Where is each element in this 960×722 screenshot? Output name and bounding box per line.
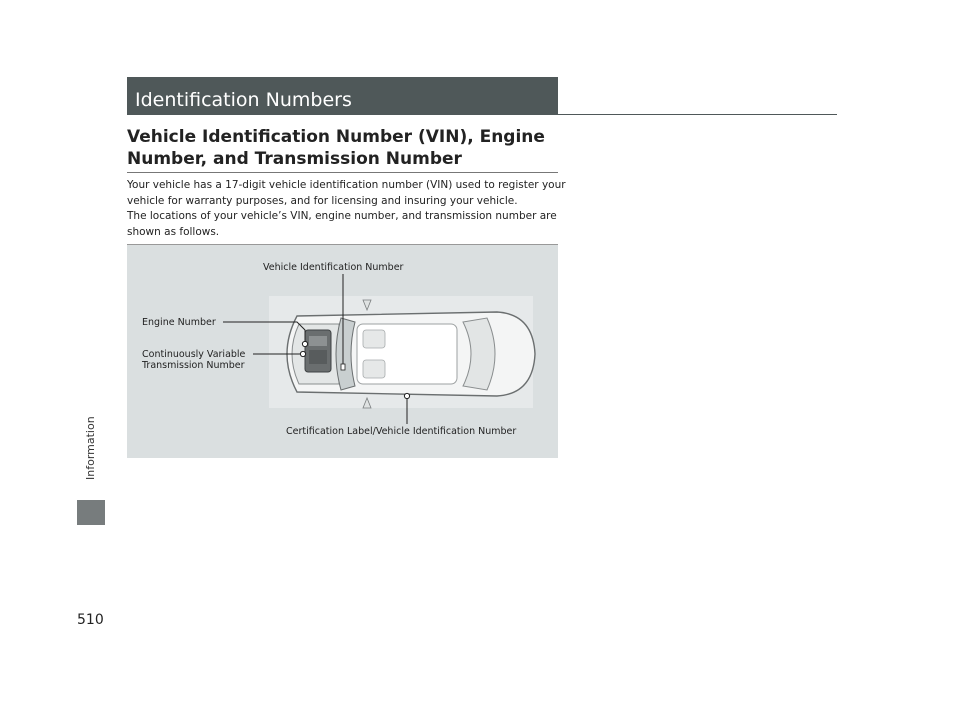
chapter-header: [127, 77, 558, 115]
cvt-number-label-line-1: Continuously Variable: [142, 349, 246, 360]
header-rule: [127, 114, 837, 115]
section-rule: [127, 172, 558, 173]
seat-front-right: [363, 360, 385, 378]
body-paragraph-2: The locations of your vehicle’s VIN, engine number, and transmission number are shown as follows.: [127, 210, 557, 238]
body-paragraph-1: Your vehicle has a 17-digit vehicle identification number (VIN) used to register your vehicle for warranty purposes, and for licensing and insuring your vehicle.: [127, 179, 566, 207]
side-tab-label: Information: [84, 416, 97, 480]
body-text: [127, 178, 567, 240]
page-number: 510: [77, 612, 104, 628]
certification-label-marker: [404, 393, 409, 398]
engine-detail-2: [309, 350, 327, 364]
engine-detail-1: [309, 336, 327, 346]
engine-number-label: Engine Number: [142, 317, 216, 328]
vin-plate-marker: [341, 364, 345, 370]
vehicle-diagram: [127, 244, 558, 458]
vin-label: Vehicle Identification Number: [263, 262, 404, 273]
cvt-number-label: [142, 349, 245, 371]
transmission-number-marker: [300, 351, 305, 356]
section-title: Vehicle Identification Number (VIN), Engine Number, and Transmission Number: [127, 127, 545, 169]
engine-number-marker: [302, 341, 307, 346]
side-tab-marker: [77, 500, 105, 525]
certification-label-caption: Certification Label/Vehicle Identification Number: [286, 426, 517, 437]
seat-front-left: [363, 330, 385, 348]
cvt-number-label-line-2: Transmission Number: [142, 360, 245, 371]
chapter-title: Identification Numbers: [135, 89, 352, 111]
side-tab: [77, 80, 105, 500]
